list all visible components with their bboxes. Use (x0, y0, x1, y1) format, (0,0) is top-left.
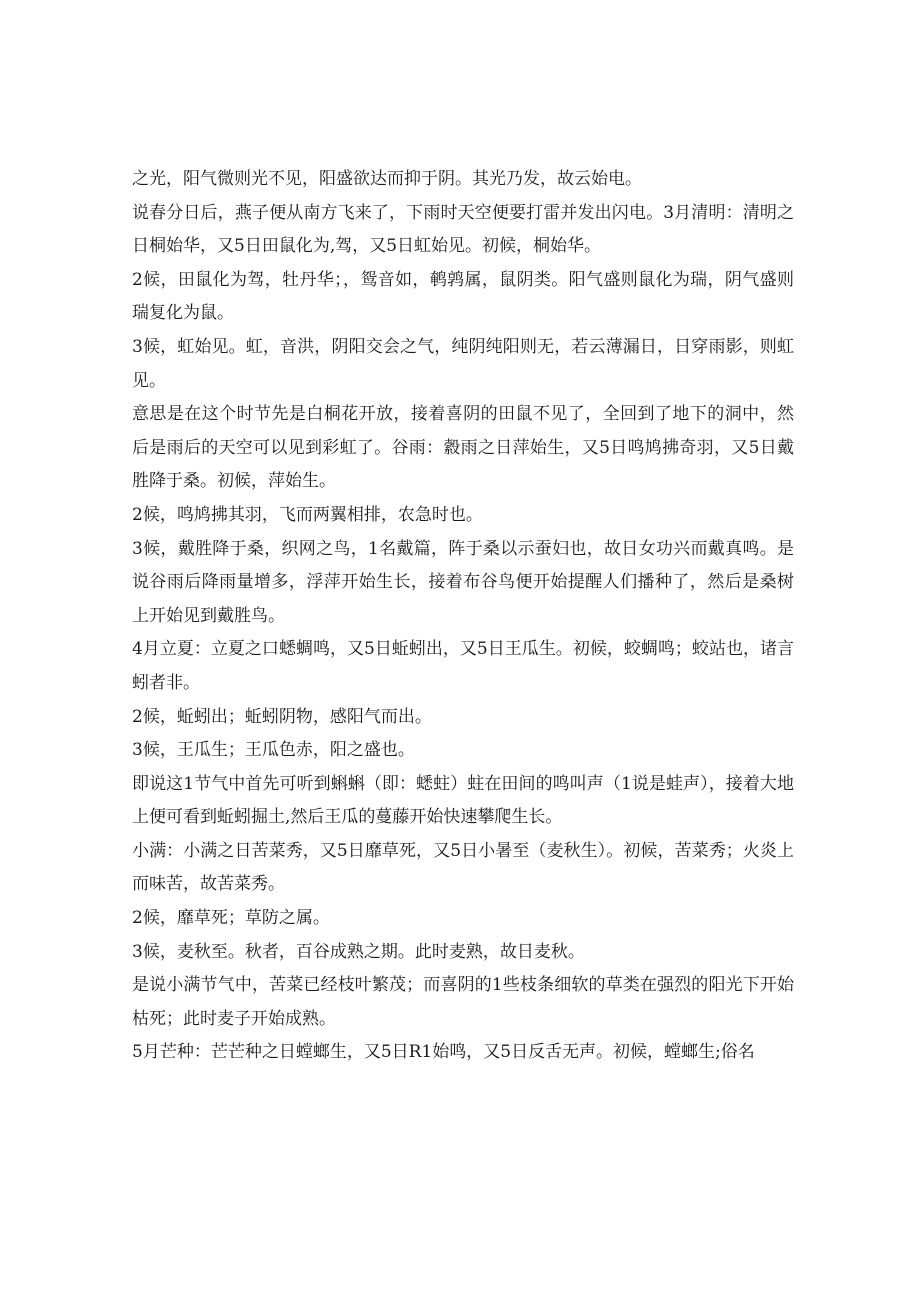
paragraph: 意思是在这个时节先是白桐花开放，接着喜阴的田鼠不见了，全回到了地下的洞中，然后是雨后的天空可以见到彩虹了。谷雨：縠雨之日萍始生，又5日鸣鸠拂奇羽，又5日戴胜降于桑。初候，萍始生。 (132, 404, 794, 492)
paragraph: 4月立夏：立夏之口蟋蜩鸣，又5日蚯蚓出，又5日王瓜生。初候，蛟蜩鸣；蛟站也，诸言蚓者非。 (132, 639, 794, 693)
paragraph: 说春分日后，燕子便从南方飞来了，下雨时天空便要打雷并发出闪电。3月清明：清明之日桐始华，又5日田鼠化为,驾，又5日虹始见。初候，桐始华。 (132, 202, 794, 257)
paragraph: 小满：小满之日苦菜秀，又5日靡草死，又5日小暑至（麦秋生）。初候，苦菜秀；火炎上而味苦，故苦菜秀。 (132, 840, 794, 895)
document-body (132, 163, 794, 1070)
paragraph: 2候，靡草死；草防之属。 (132, 908, 330, 929)
paragraph: 3候，王瓜生；王瓜色赤，阳之盛也。 (132, 740, 415, 761)
paragraph: 3候，戴胜降于桑，织网之鸟，1名戴篇，阵于桑以示蚕妇也，故日女功兴而戴真鸣。是说谷雨后降雨量增多，浮萍开始生长，接着布谷鸟便开始提醒人们播种了，然后是桑树上开始见到戴胜鸟。 (132, 538, 794, 626)
paragraph: 是说小满节气中，苦菜已经枝叶繁茂；而喜阴的1些枝条细软的草类在强烈的阳光下开始枯死；此时麦子开始成熟。 (132, 975, 794, 1029)
paragraph: 2候，蚯蚓出；蚯蚓阴物，感阳气而出。 (132, 706, 432, 727)
paragraph: 即说这1节气中首先可听到蝌蝌（即：蟋蛀）蛀在田间的鸣叫声（1说是蛙声），接着大地上便可看到蚯蚓掘土,然后王瓜的蔓藤开始快速攀爬生长。 (132, 773, 794, 828)
paragraph: 3候，麦秋至。秋者，百谷成熟之期。此时麦熟，故日麦秋。 (132, 941, 585, 962)
paragraph: 2候，鸣鸠拂其羽，飞而两翼相排，农急时也。 (132, 504, 483, 525)
paragraph: 3候，虹始见。虹，音洪，阴阳交会之气，纯阴纯阳则无，若云薄漏日，日穿雨影，则虹见。 (132, 336, 794, 391)
paragraph: 之光，阳气微则光不见，阳盛欲达而抑于阴。其光乃发，故云始电。 (132, 169, 642, 189)
paragraph: 5月芒种：芒芒种之日螳螂生，又5日R1始鸣，又5日反舌无声。初候，螳螂生;俗名 (132, 1042, 755, 1063)
paragraph: 2候，田鼠化为驾，牡丹华；，鸳音如，鹌鹑属，鼠阴类。阳气盛则鼠化为瑞，阴气盛则瑞复化为鼠。 (132, 269, 794, 324)
